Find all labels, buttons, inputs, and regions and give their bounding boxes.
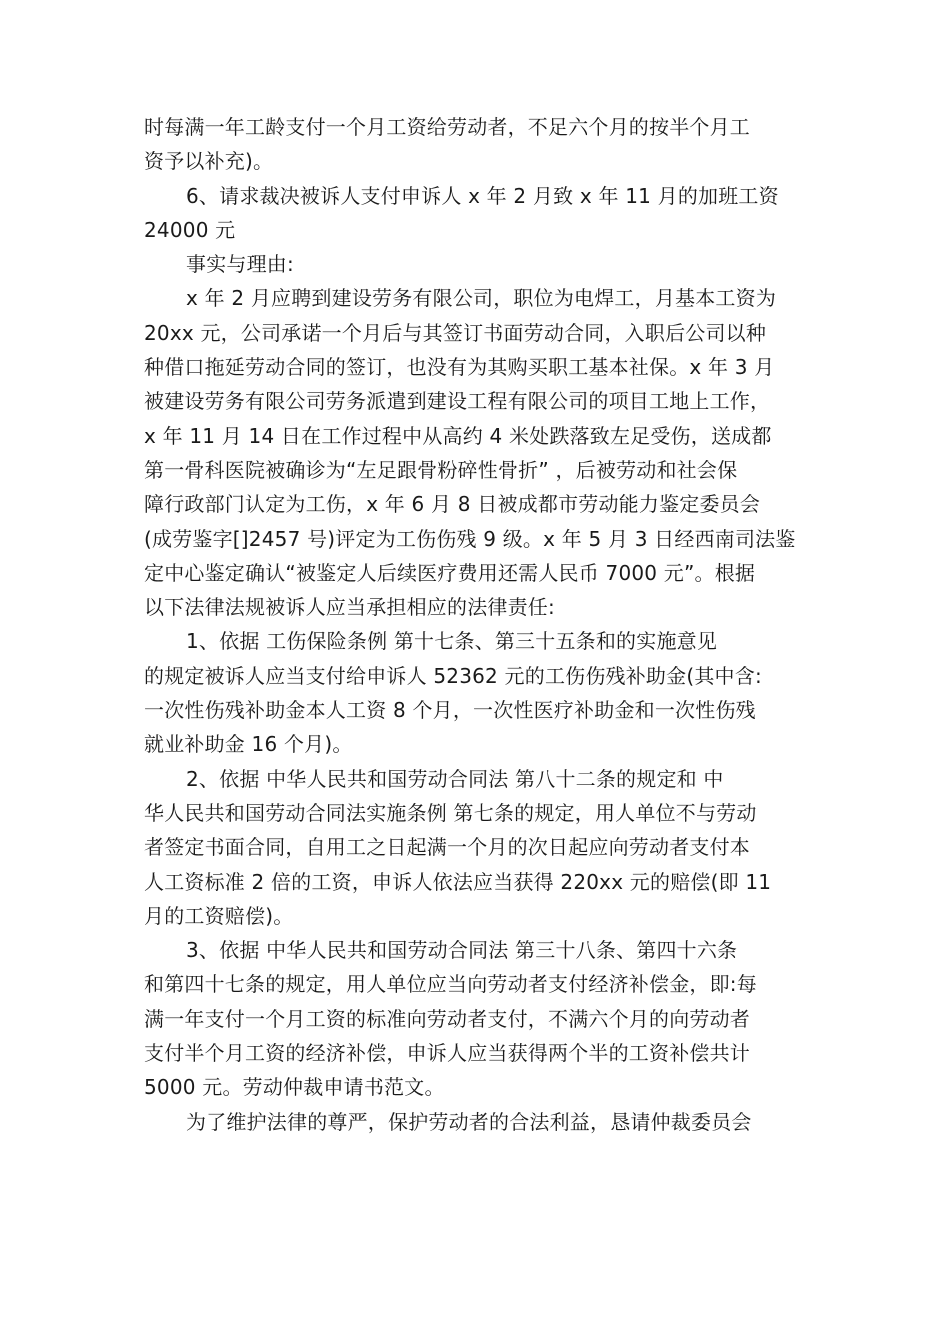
text-line: 人工资标准 2 倍的工资，申诉人依法应当获得 220xx 元的赔偿(即 11: [144, 869, 772, 894]
text-line: 5000 元。劳动仲裁申请书范文。: [144, 1075, 445, 1100]
text-line: 支付半个月工资的经济补偿，申诉人应当获得两个半的工资补偿共计: [144, 1041, 750, 1066]
text-line: 障行政部门认定为工伤，x 年 6 月 8 日被成都市劳动能力鉴定委员会: [144, 492, 761, 517]
text-line: 被建设劳务有限公司劳务派遣到建设工程有限公司的项目工地上工作，: [144, 389, 771, 414]
paragraph-first-line: x 年 2 月应聘到建设劳务有限公司，职位为电焊工，月基本工资为: [186, 286, 777, 311]
paragraph-first-line: 3、依据 中华人民共和国劳动合同法 第三十八条、第四十六条: [186, 938, 738, 963]
text-line: 月的工资赔偿)。: [144, 903, 294, 928]
text-line: 24000 元: [144, 217, 236, 242]
text-line: 时每满一年工龄支付一个月工资给劳动者，不足六个月的按半个月工: [144, 115, 750, 139]
document-body: [144, 110, 814, 1139]
text-line: 和第四十七条的规定，用人单位应当向劳动者支付经济补偿金，即:每: [144, 972, 757, 997]
text-line: 者签定书面合同，自用工之日起满一个月的次日起应向劳动者支付本: [144, 835, 750, 860]
text-line: x 年 11 月 14 日在工作过程中从高约 4 米处跌落致左足受伤，送成都: [144, 423, 772, 448]
text-line: 以下法律法规被诉人应当承担相应的法律责任:: [144, 595, 555, 620]
paragraph-first-line: 2、依据 中华人民共和国劳动合同法 第八十二条的规定和 中: [186, 766, 724, 791]
text-line: 种借口拖延劳动合同的签订，也没有为其购买职工基本社保。x 年 3 月: [144, 355, 775, 380]
paragraph-first-line: 事实与理由:: [186, 252, 294, 277]
text-line: 第一骨科医院被确诊为“左足跟骨粉碎性骨折” ，后被劳动和社会保: [144, 457, 738, 482]
text-line: 华人民共和国劳动合同法实施条例 第七条的规定，用人单位不与劳动: [144, 800, 757, 825]
text-line: 就业补助金 16 个月)。: [144, 732, 353, 757]
text-line: 定中心鉴定确认“被鉴定人后续医疗费用还需人民币 7000 元”。根据: [144, 560, 756, 585]
paragraph-first-line: 1、依据 工伤保险条例 第十七条、第三十五条和的实施意见: [186, 629, 718, 654]
text-line: 满一年支付一个月工资的标准向劳动者支付，不满六个月的向劳动者: [144, 1006, 750, 1031]
paragraph-first-line: 为了维护法律的尊严，保护劳动者的合法利益，恳请仲裁委员会: [186, 1109, 752, 1134]
text-line: 20xx 元，公司承诺一个月后与其签订书面劳动合同，入职后公司以种: [144, 320, 767, 345]
text-line: 资予以补充)。: [144, 149, 274, 174]
paragraph-first-line: 6、请求裁决被诉人支付申诉人 x 年 2 月致 x 年 11 月的加班工资: [186, 183, 779, 208]
text-line: (成劳鉴字[]2457 号)评定为工伤伤残 9 级。x 年 5 月 3 日经西南司法鉴: [144, 526, 796, 551]
text-line: 的规定被诉人应当支付给申诉人 52362 元的工伤伤残补助金(其中含:: [144, 663, 762, 688]
text-line: 一次性伤残补助金本人工资 8 个月，一次性医疗补助金和一次性伤残: [144, 698, 756, 723]
